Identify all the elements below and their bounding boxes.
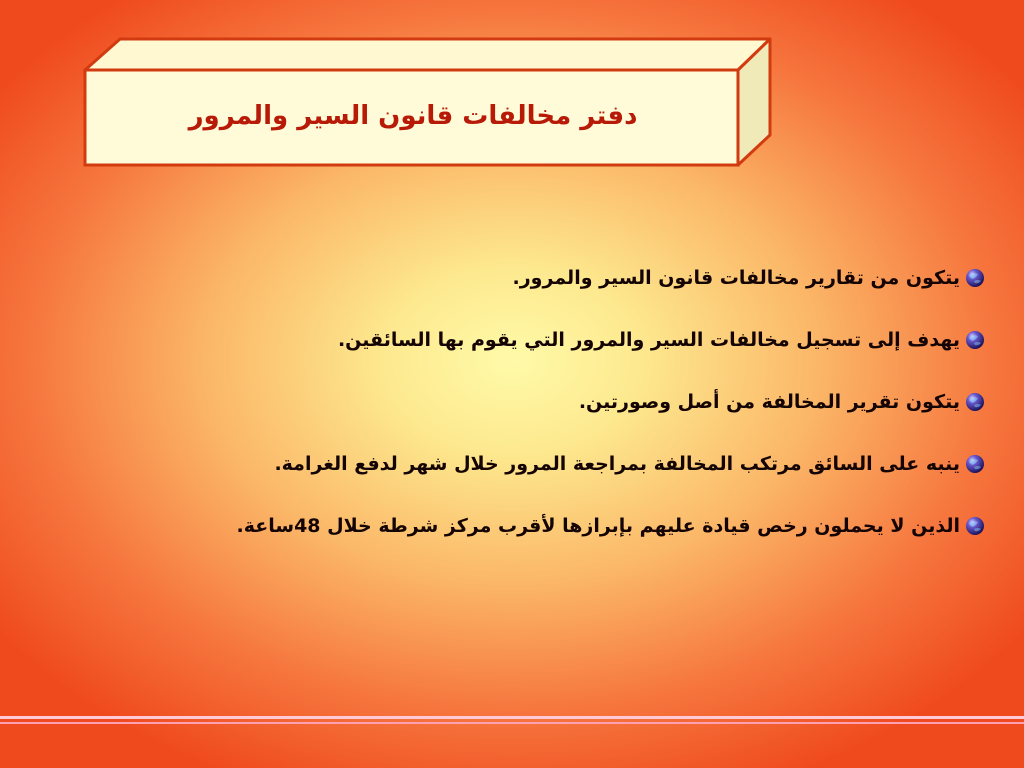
purple-sphere-bullet-icon (964, 329, 986, 351)
slide-title: دفتر مخالفات قانون السير والمرور (188, 101, 638, 131)
purple-sphere-bullet-icon (964, 391, 986, 413)
bullet-text: يتكون من تقارير مخالفات قانون السير والمرور. (512, 267, 960, 289)
bullet-list (126, 258, 986, 568)
footer-line-top (0, 716, 1024, 719)
footer-decorative-lines (0, 716, 1024, 728)
bullet-item (126, 444, 986, 484)
purple-sphere-bullet-icon (964, 267, 986, 289)
purple-sphere-bullet-icon (964, 515, 986, 537)
purple-sphere-bullet-icon (964, 453, 986, 475)
bullet-text: يتكون تقرير المخالفة من أصل وصورتين. (578, 391, 960, 413)
bullet-item (126, 382, 986, 422)
bullet-item (126, 506, 986, 546)
bullet-item (126, 320, 986, 360)
bullet-text: يهدف إلى تسجيل مخالفات السير والمرور التي يقوم بها السائقين. (337, 329, 960, 351)
bullet-text: ينبه على السائق مرتكب المخالفة بمراجعة المرور خلال شهر لدفع الغرامة. (274, 453, 960, 475)
footer-line-bottom (0, 722, 1024, 724)
bullet-item (126, 258, 986, 298)
bullet-text: الذين لا يحملون رخص قيادة عليهم بإبرازها لأقرب مركز شرطة خلال 48ساعة. (236, 515, 960, 537)
